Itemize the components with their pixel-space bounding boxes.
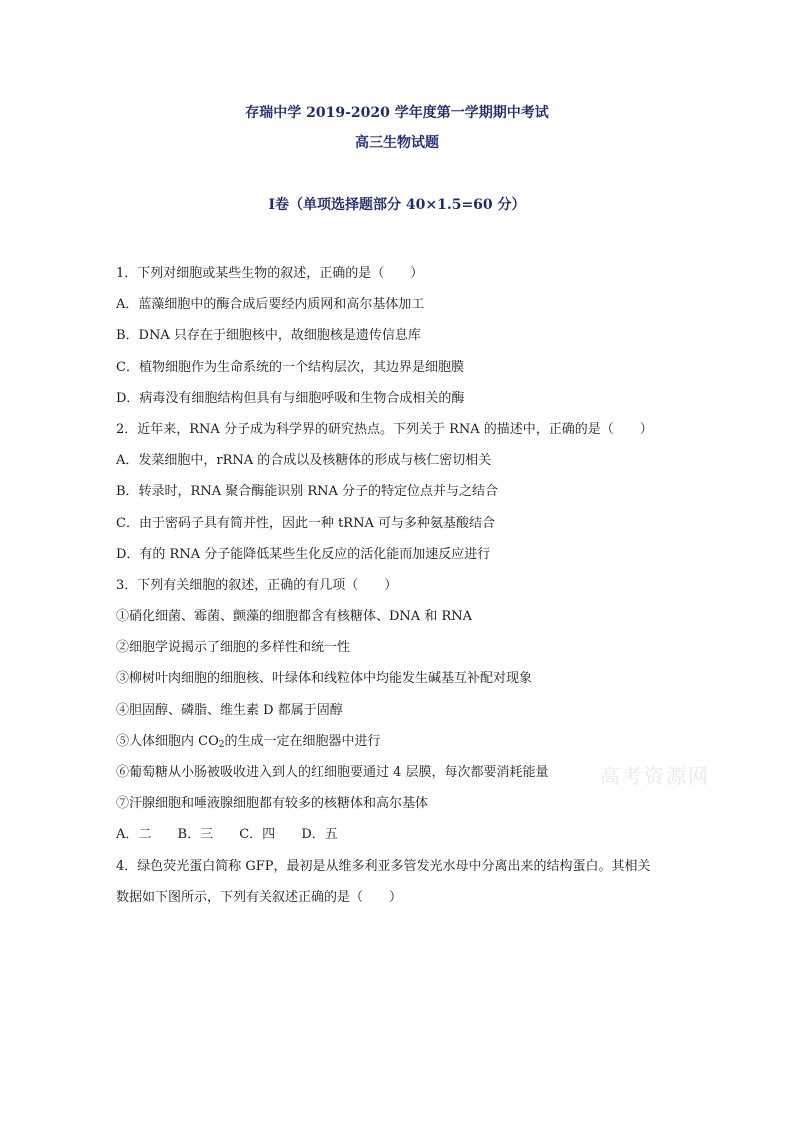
- q4-stem-line-1: 4．绿色荧光蛋白简称 GFP，最初是从维多利亚多管发光水母中分离出来的结构蛋白。其相关: [116, 858, 651, 874]
- q2-option-d: D．有的 RNA 分子能降低某些生化反应的活化能而加速反应进行: [116, 546, 491, 562]
- q3-statement-1: ①硝化细菌、霉菌、颤藻的细胞都含有核糖体、DNA 和 RNA: [116, 609, 473, 625]
- q3-statement-5: [116, 726, 686, 757]
- q1-option-c: C．植物细胞作为生命系统的一个结构层次，其边界是细胞膜: [116, 359, 464, 375]
- section-heading: Ⅰ卷（单项选择题部分 40×1.5=60 分）: [268, 197, 526, 213]
- q3-option-b: B．三: [177, 827, 214, 843]
- q1-option-a: A．蓝藻细胞中的酶合成后要经内质网和高尔基体加工: [116, 297, 425, 313]
- q3-statement-3: ③柳树叶肉细胞的细胞核、叶绿体和线粒体中均能发生碱基互补配对现象: [116, 671, 533, 687]
- q3-statement-4: ④胆固醇、磷脂、维生素 D 都属于固醇: [116, 702, 343, 718]
- questions-body: [116, 258, 686, 913]
- q3-statement-2: ②细胞学说揭示了细胞的多样性和统一性: [116, 640, 351, 656]
- q3-option-c: C．四: [239, 827, 276, 843]
- q3-options: [116, 819, 686, 850]
- q2-option-a: A．发菜细胞中，rRNA 的合成以及核糖体的形成与核仁密切相关: [116, 453, 492, 469]
- co2-subscript: 2: [218, 739, 225, 750]
- q3-statement-7: ⑦汗腺细胞和唾液腺细胞都有较多的核糖体和高尔基体: [116, 796, 429, 812]
- q2-option-b: B．转录时，RNA 聚合酶能识别 RNA 分子的特定位点并与之结合: [116, 484, 499, 500]
- q3-statement-5-pre: ⑤人体细胞内 CO: [116, 733, 219, 749]
- exam-subtitle: 高三生物试题: [355, 135, 439, 151]
- q4-stem-line-2: 数据如下图所示，下列有关叙述正确的是（ ）: [116, 889, 403, 905]
- q1-stem: 1．下列对细胞或某些生物的叙述，正确的是（ ）: [116, 266, 424, 281]
- q1-option-b: B．DNA 只存在于细胞核中，故细胞核是遗传信息库: [116, 328, 421, 344]
- q1-option-d: D．病毒没有细胞结构但具有与细胞呼吸和生物合成相关的酶: [116, 390, 465, 406]
- exam-title: 存瑞中学 2019-2020 学年度第一学期期中考试: [245, 105, 549, 121]
- q3-option-d: D．五: [301, 827, 338, 843]
- q3-statement-6: ⑥葡萄糖从小肠被吸收进入到人的红细胞要通过 4 层膜，每次都要消耗能量: [116, 765, 549, 780]
- q2-stem: 2．近年来，RNA 分子成为科学界的研究热点。下列关于 RNA 的描述中，正确的是（ ）: [116, 421, 653, 437]
- q3-stem: 3．下列有关细胞的叙述，正确的有几项（ ）: [116, 577, 398, 593]
- q3-option-a: A．二: [116, 827, 152, 843]
- q3-statement-5-post: 的生成一定在细胞器中进行: [224, 733, 381, 749]
- q2-option-c: C．由于密码子具有简并性，因此一种 tRNA 可与多种氨基酸结合: [116, 515, 495, 531]
- watermark: 高考资源网: [600, 764, 710, 788]
